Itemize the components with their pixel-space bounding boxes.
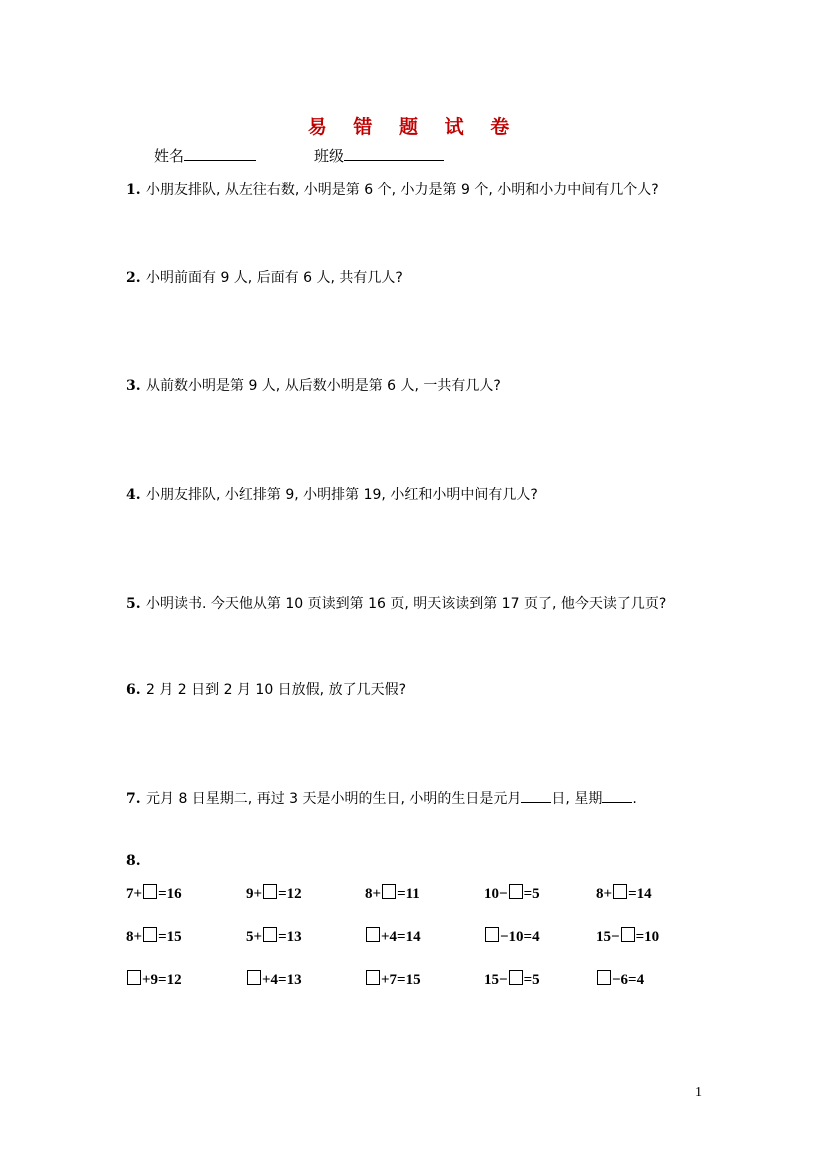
equation-right: −6=4 (612, 972, 645, 988)
equation-right: =11 (397, 886, 420, 902)
equation-right: =14 (628, 886, 652, 902)
equation-right: +9=12 (142, 972, 182, 988)
equation-left: 8+ (126, 929, 143, 945)
question-3 (126, 375, 501, 395)
equation (246, 884, 302, 903)
question-number: 5. (126, 596, 141, 612)
equation (365, 927, 421, 946)
page-number: 1 (695, 1085, 702, 1100)
equation-right: =13 (278, 929, 302, 945)
class-blank[interactable] (344, 146, 444, 161)
page-title: 易 错 题 试 卷 (307, 116, 520, 138)
equation (484, 970, 540, 989)
equation (484, 884, 540, 903)
question-1 (126, 179, 659, 199)
question-text: 小朋友排队, 从左往右数, 小明是第 6 个, 小力是第 9 个, 小明和小力中间有几个人? (146, 182, 659, 198)
equation-left: 9+ (246, 886, 263, 902)
answer-box[interactable] (621, 927, 635, 942)
answer-box[interactable] (143, 884, 157, 899)
equation-left: 8+ (365, 886, 382, 902)
question-5 (126, 593, 666, 613)
answer-box[interactable] (263, 884, 277, 899)
equation-right: +4=13 (262, 972, 302, 988)
answer-box[interactable] (509, 884, 523, 899)
question-number: 1. (126, 182, 141, 198)
question-number: 3. (126, 378, 141, 394)
equation (365, 884, 420, 903)
question-number: 8. (126, 853, 141, 869)
answer-box[interactable] (597, 970, 611, 985)
question-text: 小朋友排队, 小红排第 9, 小明排第 19, 小红和小明中间有几人? (146, 487, 538, 503)
equation (246, 927, 302, 946)
equation (484, 927, 540, 946)
question-6 (126, 679, 406, 699)
equation (596, 970, 644, 989)
equation (596, 927, 659, 946)
answer-box[interactable] (485, 927, 499, 942)
question-text: . (632, 791, 637, 807)
answer-blank[interactable] (521, 790, 551, 803)
question-2 (126, 267, 403, 287)
equation (126, 927, 182, 946)
answer-box[interactable] (247, 970, 261, 985)
equation-right: =15 (158, 929, 182, 945)
answer-box[interactable] (127, 970, 141, 985)
equation (126, 884, 182, 903)
class-label: 班级 (314, 147, 345, 165)
equation-left: 10− (484, 886, 508, 902)
class-field (314, 145, 444, 166)
question-text: 小明读书. 今天他从第 10 页读到第 16 页, 明天该读到第 17 页了, 他今天读了几页? (146, 596, 667, 612)
question-number: 6. (126, 682, 141, 698)
question-text: 小明前面有 9 人, 后面有 6 人, 共有几人? (146, 270, 403, 286)
question-text: 日, 星期 (551, 791, 603, 807)
question-7 (126, 788, 637, 808)
equation-right: =5 (523, 886, 540, 902)
equation-left: 15− (484, 972, 508, 988)
equation-right: +4=14 (381, 929, 421, 945)
answer-box[interactable] (382, 884, 396, 899)
equation (126, 970, 182, 989)
equation-left: 8+ (596, 886, 613, 902)
equation (596, 884, 652, 903)
equation-right: =16 (158, 886, 182, 902)
name-blank[interactable] (184, 146, 256, 161)
question-text: 2 月 2 日到 2 月 10 日放假, 放了几天假? (146, 682, 407, 698)
question-text: 从前数小明是第 9 人, 从后数小明是第 6 人, 一共有几人? (146, 378, 501, 394)
equation (246, 970, 302, 989)
answer-box[interactable] (143, 927, 157, 942)
question-number: 2. (126, 270, 141, 286)
answer-box[interactable] (613, 884, 627, 899)
answer-box[interactable] (366, 927, 380, 942)
equation-right: +7=15 (381, 972, 421, 988)
equation-left: 7+ (126, 886, 143, 902)
answer-box[interactable] (509, 970, 523, 985)
equation-right: =5 (523, 972, 540, 988)
question-4 (126, 484, 538, 504)
equation-left: 5+ (246, 929, 263, 945)
equation-right: =12 (278, 886, 302, 902)
equation-right: =10 (635, 929, 660, 945)
name-label: 姓名 (154, 147, 185, 165)
question-text: 元月 8 日星期二, 再过 3 天是小明的生日, 小明的生日是元月 (146, 791, 522, 807)
answer-blank[interactable] (602, 790, 632, 803)
name-field (154, 145, 256, 166)
equation-left: 15− (596, 929, 620, 945)
equation (365, 970, 421, 989)
question-8 (126, 853, 146, 869)
question-number: 4. (126, 487, 141, 503)
equation-right: −10=4 (500, 929, 540, 945)
question-number: 7. (126, 791, 141, 807)
answer-box[interactable] (366, 970, 380, 985)
answer-box[interactable] (263, 927, 277, 942)
